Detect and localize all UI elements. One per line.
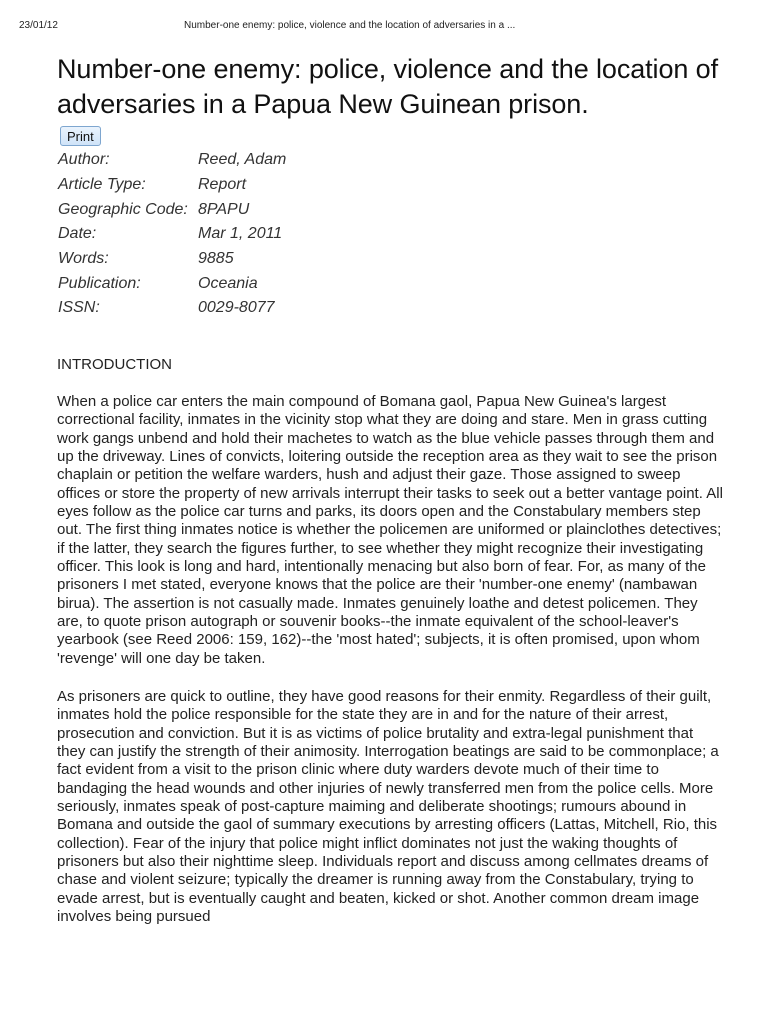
meta-label: Article Type:: [58, 176, 146, 194]
meta-row-words: [58, 247, 286, 272]
print-header: [0, 20, 768, 34]
meta-label: Words:: [58, 250, 109, 268]
meta-value: 9885: [198, 250, 234, 268]
meta-row-article-type: [58, 173, 286, 198]
body-paragraph: As prisoners are quick to outline, they have good reasons for their enmity. Regardless of their guilt, inmates hold the police responsible for the state they are in and for the nature of their arrest, prosecution and conviction. But it is as victims of police brutality and extra-legal punishment that they can justify the strength of their animosity. Interrogation beatings are said to be commonplace; a fact evident from a visit to the prison clinic where duty warders devote much of their time to bandaging the head wounds and other injuries of newly transferred men from the police cells. More seriously, inmates speak of post-capture maiming and deliberate shootings; rumours abound in Bomana and outside the gaol of summary executions by arresting officers (Lattas, Mitchell, Rio, this collection). Fear of the injury that police might inflict dominates not just the waking thoughts of prisoners but also their nighttime sleep. Individuals report and discuss among cellmates dreams of chase and violent seizure; typically the dreamer is running away from the Constabulary, trying to evade arrest, but is eventually caught and beaten, kicked or shot. Another common dream image involves being pursued: [57, 687, 719, 926]
meta-row-geographic-code: [58, 197, 286, 222]
section-heading: INTRODUCTION: [57, 355, 172, 373]
meta-value: 0029-8077: [198, 299, 275, 317]
meta-value: Mar 1, 2011: [198, 225, 283, 243]
body-paragraph: When a police car enters the main compound of Bomana gaol, Papua New Guinea's largest correctional facility, inmates in the vicinity stop what they are doing and stare. Men in grass cutting work gangs unbend and hold their machetes to watch as the blue vehicle passes through them and up the driveway. Lines of convicts, loitering outside the reception area as they wait to see the prison chaplain or petition the welfare warders, hush and adjust their gaze. Those assigned to sweep offices or store the property of new arrivals interrupt their tasks to seek out a better vantage point. All eyes follow as the police car turns and parks, its doors open and the Constabulary members step out. The first thing inmates notice is whether the policemen are uniformed or plainclothes detectives; if the latter, they search the figures further, to see whether they might recognize their investigating officer. This look is long and hard, intentionally menacing but also born of fear. For, as many of the prisoners I met stated, everyone knows that the police are their 'number-one enemy' (nambawan birua). The assertion is not casually made. Inmates genuinely loathe and detest policemen. They are, to quote prison autograph or souvenir books--the inmate equivalent of the school-leaver's yearbook (see Reed 2006: 159, 162)--the 'most hated'; subjects, it is often promised, upon whom 'revenge' will one day be taken.: [57, 392, 723, 667]
meta-label: Date:: [58, 225, 97, 243]
meta-label: Publication:: [58, 274, 141, 292]
meta-row-issn: [58, 296, 286, 321]
print-date: 23/01/12: [19, 20, 58, 31]
meta-row-publication: [58, 271, 286, 296]
meta-value: Reed, Adam: [198, 151, 287, 169]
meta-label: ISSN:: [58, 299, 100, 317]
meta-value: Oceania: [198, 274, 258, 292]
meta-value: Report: [198, 176, 247, 194]
print-page-title: Number-one enemy: police, violence and the location of adversaries in a ...: [184, 20, 516, 31]
article-title: Number-one enemy: police, violence and the location of adversaries in a Papua New Guinean prison.: [57, 54, 718, 119]
print-button[interactable]: Print: [60, 126, 101, 146]
meta-value: 8PAPU: [198, 200, 250, 218]
meta-label: Geographic Code:: [58, 200, 188, 218]
meta-row-date: [58, 222, 286, 247]
meta-label: Author:: [58, 151, 110, 169]
meta-row-author: [58, 148, 286, 173]
article: [57, 52, 725, 926]
article-metadata: [58, 148, 286, 321]
